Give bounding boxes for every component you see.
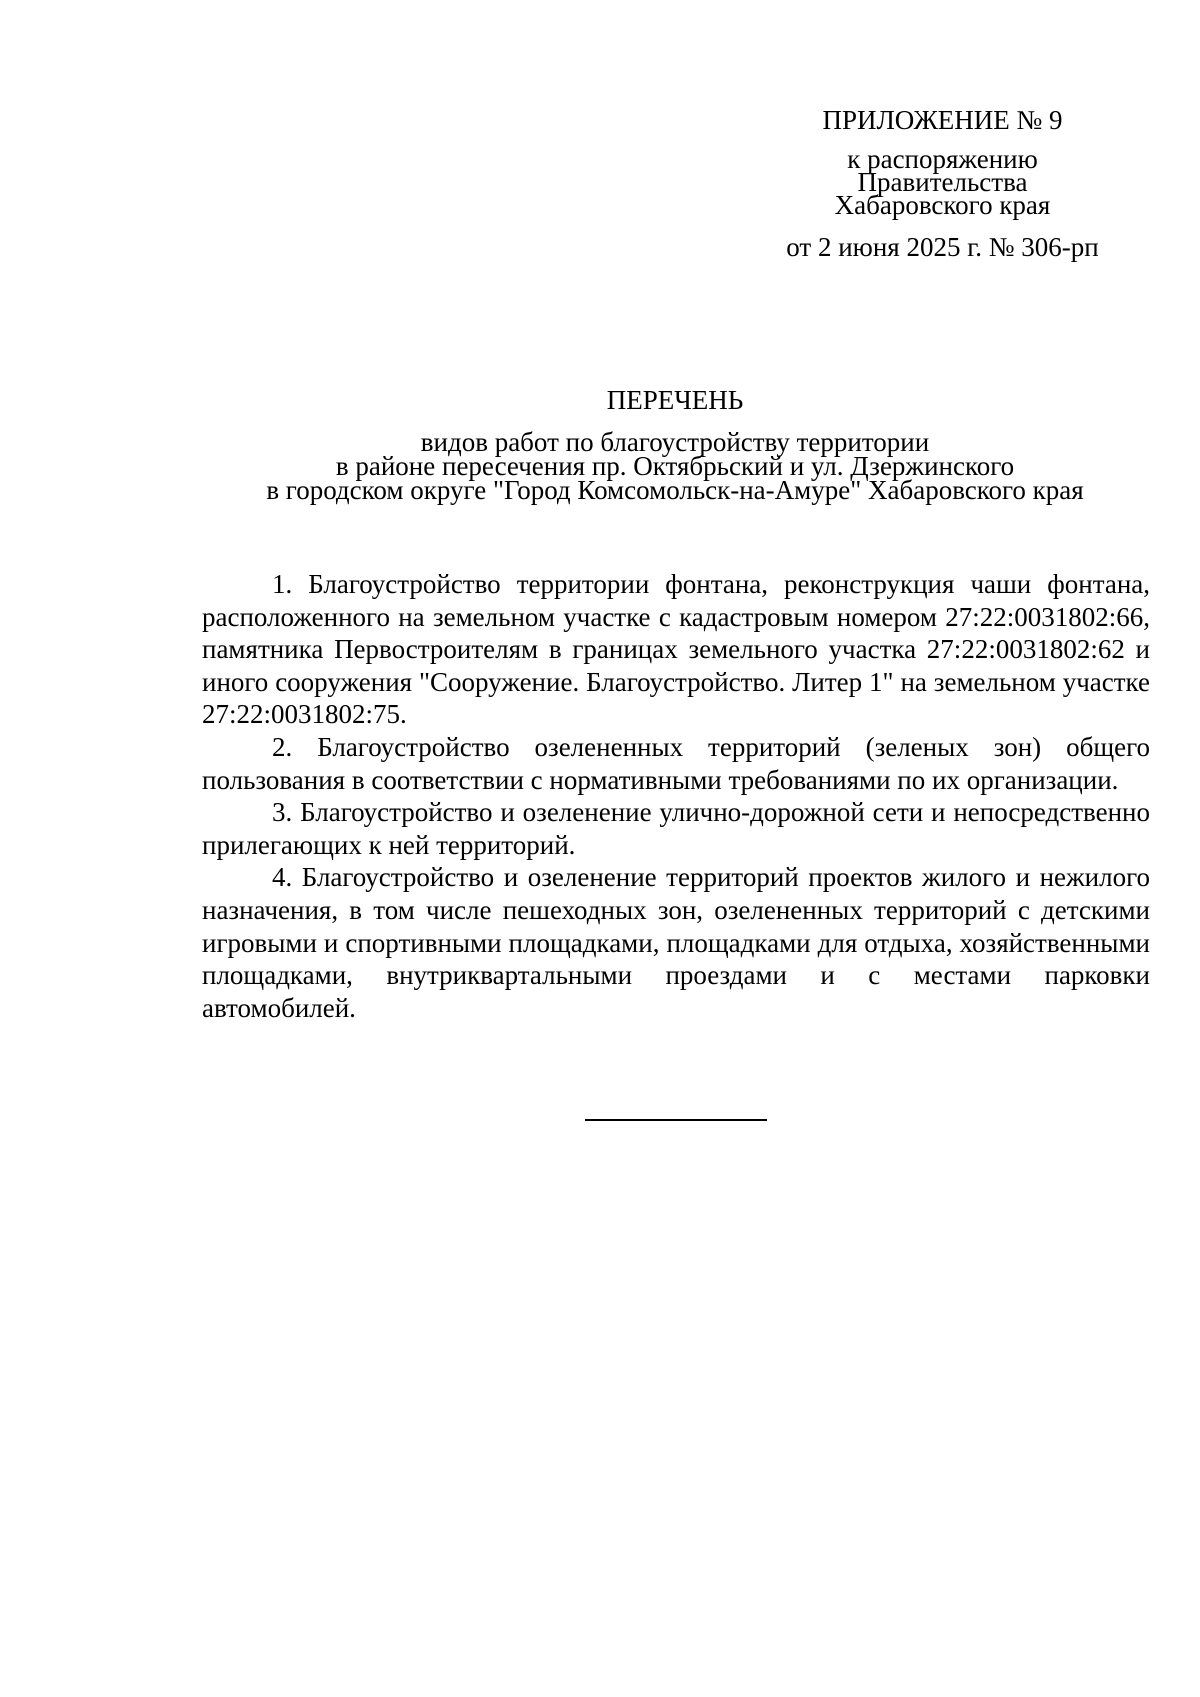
appendix-block xyxy=(740,104,1140,263)
document-subtitle xyxy=(200,427,1150,505)
list-item-text: Благоустройство и озеленение улично-дорожной сети и непосредственно прилегающих к ней территорий. xyxy=(202,797,1151,860)
list-item-text: Благоустройство территории фонтана, реконструкция чаши фонтана, расположенного на земельном участке с кадастровым номером 27:22:0031802:66, памятника Первостроителям в границах земельного участка 27:22:0031802:62 и иного сооружения "Сооружение. Благоустройство. Литер 1" на земельном участке 27:22:0031802:75. xyxy=(202,569,1151,730)
list-item xyxy=(202,796,1150,861)
list-item-number: 4. xyxy=(272,862,293,893)
appendix-date: от 2 июня 2025 г. № 306-рп xyxy=(786,232,1099,262)
document-title: ПЕРЕЧЕНЬ xyxy=(606,385,744,415)
list-item xyxy=(202,731,1150,796)
appendix-reference xyxy=(745,144,1140,220)
document-title-block xyxy=(200,384,1150,505)
list-item xyxy=(202,568,1150,731)
appendix-reference-line: к распоряжению xyxy=(847,144,1038,174)
list-item-text: Благоустройство озелененных территорий (зеленых зон) общего пользования в соответствии с нормативными требованиями по их организации. xyxy=(202,731,1151,795)
list-item-text: Благоустройство и озеленение территорий проектов жилого и нежилого назначения, в том числе пешеходных зон, озелененных территорий с детскими игровыми и спортивными площадками, площадками для отдыха, хозяйственными площадками, внутриквартальными проездами и с местами парковки автомобилей. xyxy=(202,862,1150,1023)
document-subtitle-line: видов работ по благоустройству территории xyxy=(420,427,930,457)
document-subtitle-line: в районе пересечения пр. Октябрьский и ул. Дзержинского xyxy=(335,451,1015,481)
list-item-number: 3. xyxy=(272,797,293,828)
appendix-reference-line: Хабаровского края xyxy=(834,190,1051,220)
closing-divider xyxy=(585,1119,767,1121)
work-list xyxy=(202,568,1150,1024)
appendix-title: ПРИЛОЖЕНИЕ № 9 xyxy=(822,105,1063,135)
list-item xyxy=(202,861,1150,1024)
list-item-number: 2. xyxy=(272,731,293,762)
list-item-number: 1. xyxy=(272,569,293,599)
document-subtitle-line: в городском округе "Город Комсомольск-на-Амуре" Хабаровского края xyxy=(266,475,1084,505)
appendix-reference-line: Правительства xyxy=(857,167,1028,197)
